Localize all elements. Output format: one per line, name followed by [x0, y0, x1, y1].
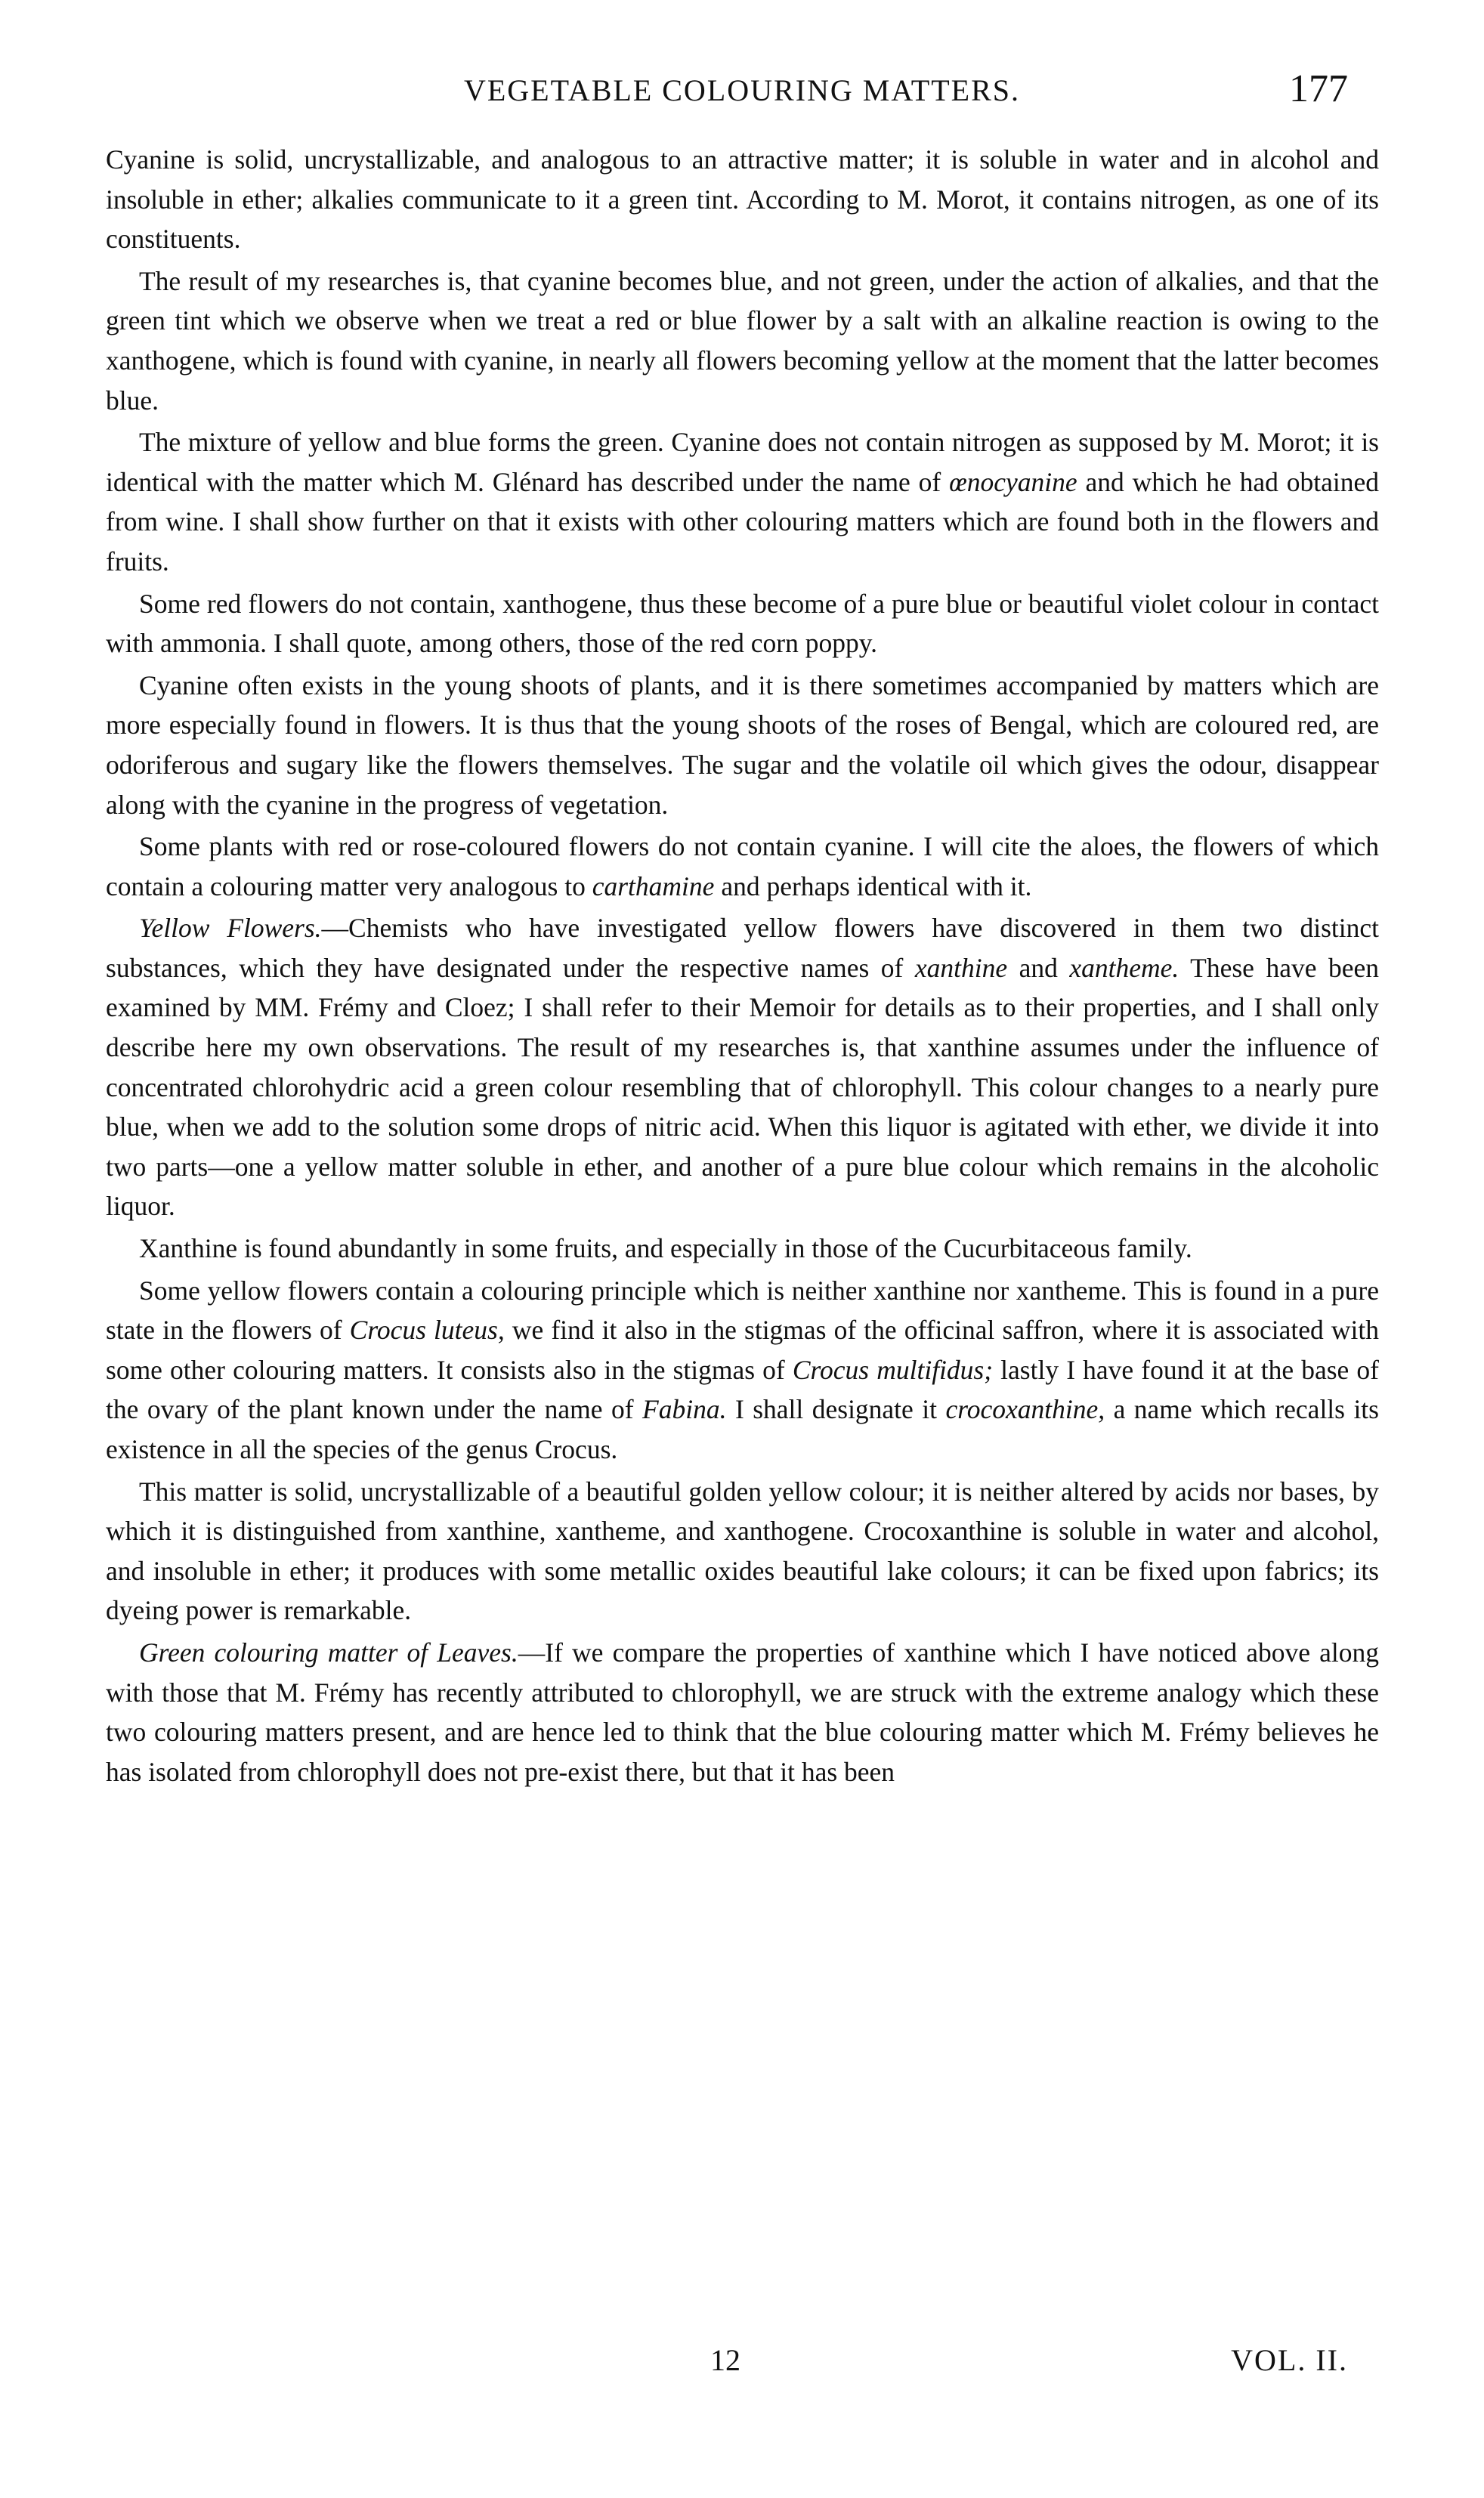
text-run: lastly I have found it at the base of the ovary of the plant known under the name of [106, 1354, 1380, 1425]
paragraph [106, 666, 1379, 824]
text-run: —If we compare the properties of xanthine which I have noticed above along with those that M. Frémy has recently attributed to chlorophyll, we are struck with the extreme analogy which these two colouring matters present, and are hence led to think that the blue colouring matter which M. Frémy believes he has isolated from chlorophyll does not pre-exist there, but that it has been [106, 1637, 1379, 1787]
body-text [106, 140, 1379, 1794]
italic-run: carthamine [592, 870, 715, 901]
italic-run: crocoxanthine, [945, 1394, 1105, 1425]
text-run: Some yellow flowers contain a colouring principle which is neither xanthine nor xantheme. This is found in a pure state in the flowers of [106, 1275, 1379, 1346]
text-run: and [1007, 952, 1070, 983]
text-run: The result of my researches is, that cyanine becomes blue, and not green, under the action of alkalies, and that the green tint which we observe when we treat a red or blue flower by a salt with an alkaline reaction is owing to the xanthogene, which is found with cyanine, in nearly all flowers becoming yellow at the moment that the latter becomes blue. [106, 265, 1379, 416]
text-run: This matter is solid, uncrystallizable of a beautiful golden yellow colour; it is neither altered by acids nor bases, by which it is distinguished from xanthine, xantheme, and xanthogene. Crocoxanthine is soluble in water and alcohol, and insoluble in ether; it produces with some metallic oxides beautiful lake colours; it can be fixed upon fabrics; its dyeing power is remarkable. [106, 1476, 1379, 1626]
italic-run: xanthine [914, 952, 1008, 983]
text-run: Some red flowers do not contain, xanthogene, thus these become of a pure blue or beautiful violet colour in contact with ammonia. I shall quote, among others, those of the red corn poppy. [106, 588, 1379, 659]
text-run: Xanthine is found abundantly in some fruits, and especially in those of the Cucurbitaceous family. [139, 1233, 1192, 1264]
text-run: I shall designate it [726, 1394, 946, 1425]
italic-run: Crocus multifidus; [792, 1354, 994, 1385]
text-run: Cyanine is solid, uncrystallizable, and analogous to an attractive matter; it is soluble in water and in alcohol and insoluble in ether; alkalies communicate to it a green tint. According to M. Morot, it contains nitrogen, as one of its constituents. [106, 144, 1379, 255]
signature-mark: 12 [710, 2343, 740, 2377]
paragraph [106, 1472, 1379, 1631]
paragraph [106, 827, 1379, 906]
paragraph [106, 140, 1379, 259]
italic-run: œnocyanine [949, 466, 1077, 497]
text-run: The mixture of yellow and blue forms the green. Cyanine does not contain nitrogen as supposed by M. Morot; it is identical with the matter which M. Glénard has described under the name of [106, 427, 1379, 497]
italic-run: Fabina. [642, 1394, 727, 1425]
text-run: we find it also in the stigmas of the officinal saffron, where it is associated with some other colouring matters. It consists also in the stigmas of [106, 1315, 1380, 1385]
page-number: 177 [1289, 67, 1348, 110]
text-run: Some plants with red or rose-coloured flowers do not contain cyanine. I will cite the aloes, the flowers of which contain a colouring matter very analogous to [106, 831, 1379, 901]
text-run: Cyanine often exists in the young shoots of plants, and it is there sometimes accompanied by matters which are more especially found in flowers. It is thus that the young shoots of the roses of Bengal, which are coloured red, are odoriferous and sugary like the flowers themselves. The sugar and the volatile oil which gives the odour, disappear along with the cyanine in the progress of vegetation. [106, 669, 1379, 820]
running-head [106, 66, 1378, 112]
paragraph [106, 1229, 1379, 1269]
page-footer [106, 2342, 1378, 2388]
italic-run: Yellow Flowers. [139, 913, 322, 944]
paragraph [106, 1633, 1379, 1792]
text-run: —Chemists who have investigated yellow flowers have discovered in them two distinct substances, which they have designated under the respective names of [106, 913, 1379, 983]
paragraph [106, 584, 1379, 663]
text-run: and perhaps identical with it. [714, 870, 1032, 901]
paragraph [106, 1271, 1379, 1470]
running-title: VEGETABLE COLOURING MATTERS. [463, 73, 1021, 107]
paragraph [106, 422, 1379, 581]
text-run: and which he had obtained from wine. I shall show further on that it exists with other colouring matters which are found both in the flowers and fruits. [106, 466, 1379, 577]
paragraph [106, 908, 1379, 1226]
volume-label: VOL. II. [1231, 2343, 1348, 2377]
text-run: a name which recalls its existence in all the species of the genus Crocus. [106, 1394, 1379, 1464]
italic-run: xantheme. [1069, 952, 1179, 983]
text-run: These have been examined by MM. Frémy and Cloez; I shall refer to their Memoir for details as to their properties, and I shall only describe here my own observations. The result of my researches is, that xanthine assumes under the influence of concentrated chlorohydric acid a green colour resembling that of chlorophyll. This colour changes to a nearly pure blue, when we add to the solution some drops of nitric acid. When this liquor is agitated with ether, we divide it into two parts—one a yellow matter soluble in ether, and another of a pure blue colour which remains in the alcoholic liquor. [106, 952, 1379, 1222]
paragraph [106, 261, 1379, 420]
italic-run: Green colouring matter of Leaves. [139, 1637, 518, 1668]
italic-run: Crocus luteus, [349, 1315, 505, 1346]
